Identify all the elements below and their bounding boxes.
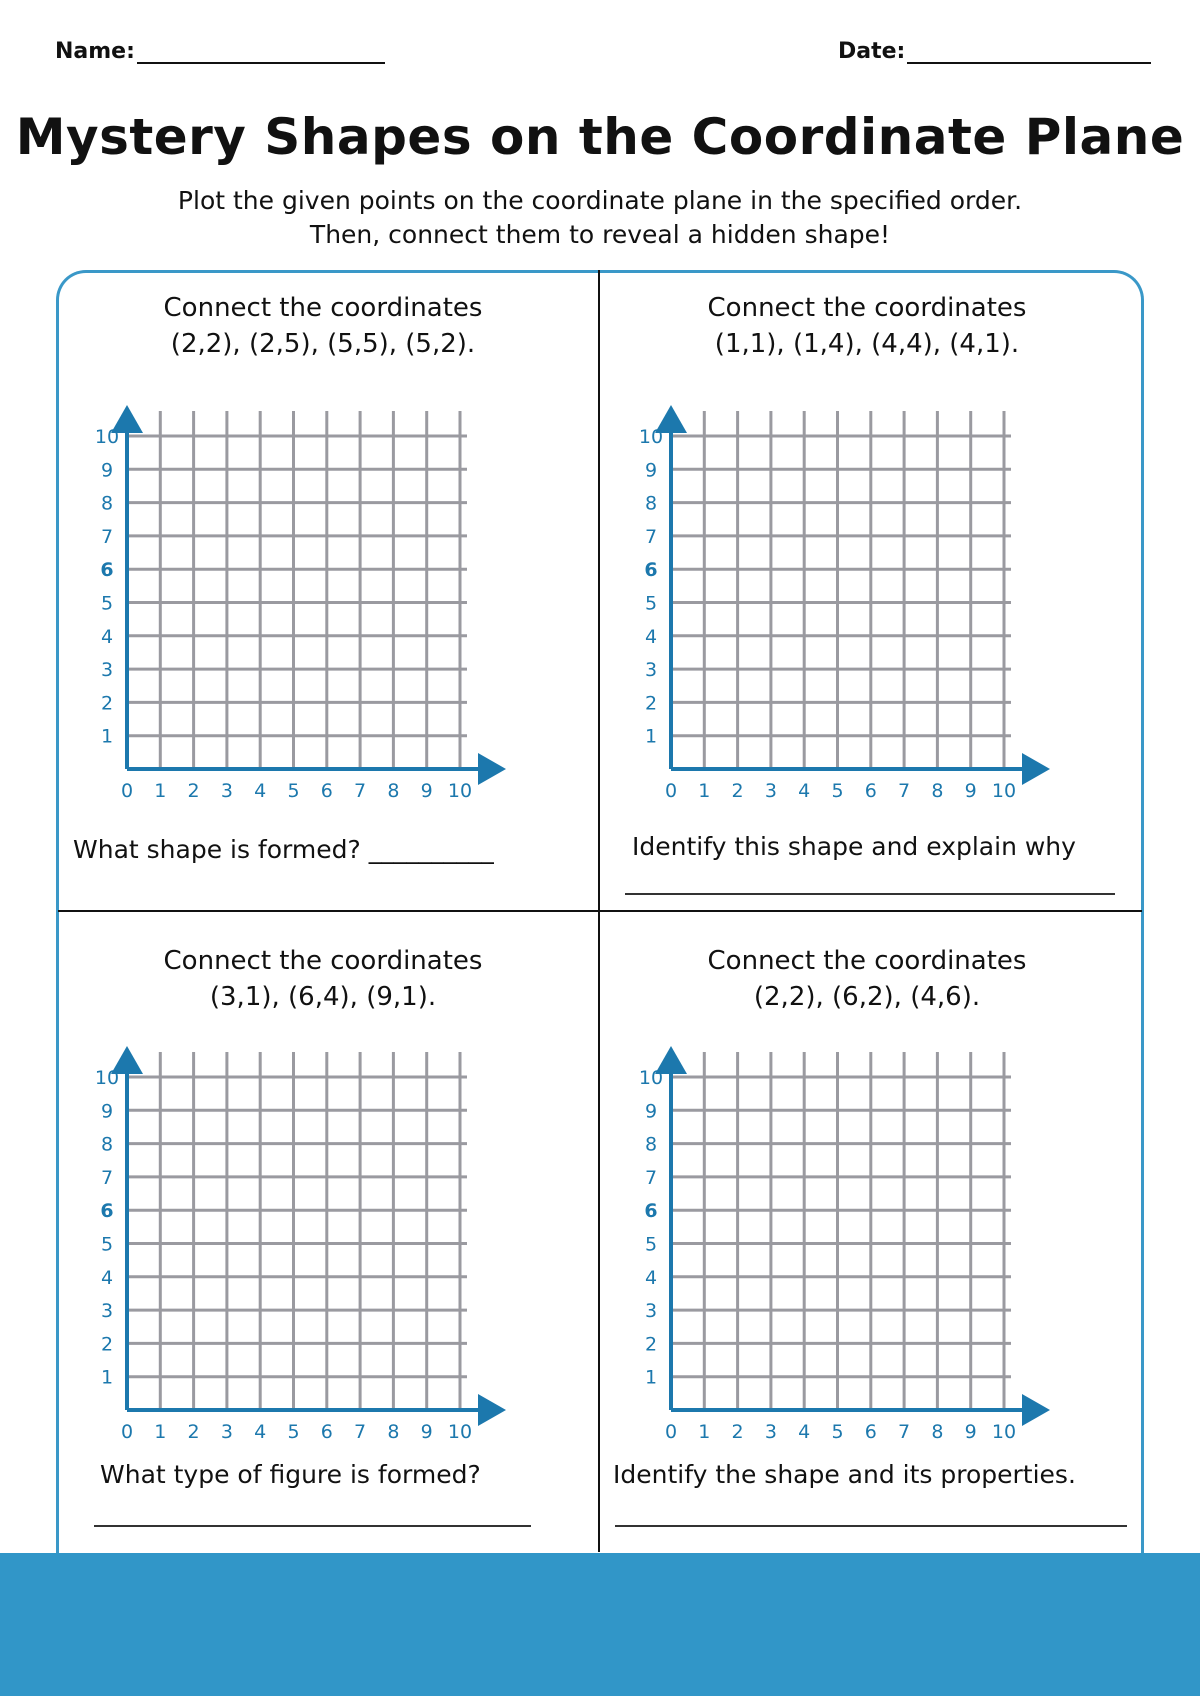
x-tick-label: 6 <box>320 1421 333 1443</box>
y-tick-label: 3 <box>644 1300 658 1323</box>
x-tick-label: 5 <box>831 1421 844 1443</box>
y-tick-label: 9 <box>644 459 658 482</box>
x-tick-label: 10 <box>991 780 1017 802</box>
y-tick-label: 8 <box>644 492 658 515</box>
x-tick-label: 10 <box>991 1421 1017 1443</box>
y-tick-label: 10 <box>94 1067 120 1089</box>
y-tick-label: 9 <box>100 459 114 482</box>
x-tick-label: 1 <box>154 780 167 802</box>
problem-2-question: Identify this shape and explain why <box>632 832 1076 861</box>
x-tick-label: 7 <box>354 1421 367 1443</box>
name-label: Name: <box>55 39 135 64</box>
problem-1-prompt-line-1: Connect the coordinates <box>163 293 483 323</box>
y-tick-label: 4 <box>644 625 658 648</box>
x-tick-label: 6 <box>864 1421 877 1443</box>
y-tick-label: 4 <box>644 1266 658 1289</box>
x-tick-label: 1 <box>154 1421 167 1443</box>
problem-4-prompt-line-1: Connect the coordinates <box>707 946 1027 976</box>
y-tick-label: 7 <box>644 1166 658 1189</box>
x-tick-label: 9 <box>420 1421 433 1443</box>
problem-3-question: What type of figure is formed? <box>100 1460 481 1489</box>
x-tick-label: 9 <box>420 780 433 802</box>
y-tick-label: 3 <box>100 1300 114 1323</box>
y-tick-label: 2 <box>644 692 658 715</box>
y-tick-label: 5 <box>100 592 114 615</box>
y-tick-label: 7 <box>100 525 114 548</box>
x-tick-label: 2 <box>731 1421 744 1443</box>
problem-3-coordinates: (3,1), (6,4), (9,1). <box>209 982 437 1012</box>
y-tick-label: 2 <box>644 1333 658 1356</box>
x-tick-label: 2 <box>187 780 200 802</box>
y-tick-label: 1 <box>100 725 114 748</box>
y-tick-label: 8 <box>644 1133 658 1156</box>
x-tick-label: 7 <box>354 780 367 802</box>
y-tick-label: 9 <box>644 1100 658 1123</box>
y-tick-label: 6 <box>100 559 114 582</box>
x-tick-label: 6 <box>320 780 333 802</box>
x-tick-label: 0 <box>120 780 134 802</box>
y-tick-label: 6 <box>644 1200 658 1223</box>
x-tick-label: 1 <box>698 1421 711 1443</box>
x-tick-label: 7 <box>898 1421 911 1443</box>
instruction-line-2: Then, connect them to reveal a hidden shape! <box>309 220 891 249</box>
problem-4-coordinates: (2,2), (6,2), (4,6). <box>753 982 981 1012</box>
x-tick-label: 6 <box>864 780 877 802</box>
x-tick-label: 5 <box>287 780 300 802</box>
y-tick-label: 3 <box>644 659 658 682</box>
date-label: Date: <box>838 39 906 64</box>
y-tick-label: 5 <box>100 1233 114 1256</box>
x-tick-label: 9 <box>964 780 977 802</box>
x-tick-label: 0 <box>664 1421 678 1443</box>
y-tick-label: 5 <box>644 1233 658 1256</box>
y-tick-label: 6 <box>100 1200 114 1223</box>
x-tick-label: 7 <box>898 780 911 802</box>
y-tick-label: 10 <box>94 426 120 448</box>
x-tick-label: 10 <box>447 780 473 802</box>
x-axis-arrow-icon <box>1022 1394 1050 1426</box>
x-tick-label: 3 <box>220 780 233 802</box>
y-tick-label: 3 <box>100 659 114 682</box>
y-tick-label: 8 <box>100 492 114 515</box>
problem-2-coordinates: (1,1), (1,4), (4,4), (4,1). <box>714 329 1020 359</box>
problem-3-prompt-line-1: Connect the coordinates <box>163 946 483 976</box>
y-tick-label: 5 <box>644 592 658 615</box>
y-tick-label: 9 <box>100 1100 114 1123</box>
x-tick-label: 5 <box>831 780 844 802</box>
y-tick-label: 4 <box>100 625 114 648</box>
y-tick-label: 1 <box>644 725 658 748</box>
y-tick-label: 1 <box>100 1366 114 1389</box>
y-tick-label: 1 <box>644 1366 658 1389</box>
problem-4-answer-line[interactable] <box>615 1525 1127 1527</box>
x-tick-label: 8 <box>931 780 944 802</box>
x-tick-label: 8 <box>387 1421 400 1443</box>
y-tick-label: 2 <box>100 692 114 715</box>
footer-band <box>0 1553 1200 1696</box>
y-tick-label: 7 <box>644 525 658 548</box>
y-tick-label: 10 <box>638 1067 664 1089</box>
problem-1-coordinates: (2,2), (2,5), (5,5), (5,2). <box>170 329 476 359</box>
y-tick-label: 4 <box>100 1266 114 1289</box>
y-tick-label: 7 <box>100 1166 114 1189</box>
y-tick-label: 10 <box>638 426 664 448</box>
x-tick-label: 1 <box>698 780 711 802</box>
x-tick-label: 9 <box>964 1421 977 1443</box>
problem-1-question: What shape is formed? __________ <box>73 835 494 864</box>
x-tick-label: 0 <box>120 1421 134 1443</box>
page-title: Mystery Shapes on the Coordinate Plane <box>15 108 1185 166</box>
x-tick-label: 4 <box>254 1421 267 1443</box>
x-tick-label: 2 <box>731 780 744 802</box>
problem-2-prompt-line-1: Connect the coordinates <box>707 293 1027 323</box>
y-tick-label: 6 <box>644 559 658 582</box>
x-tick-label: 3 <box>220 1421 233 1443</box>
x-tick-label: 4 <box>798 780 811 802</box>
x-tick-label: 4 <box>798 1421 811 1443</box>
problem-4-question: Identify the shape and its properties. <box>613 1460 1076 1489</box>
y-tick-label: 8 <box>100 1133 114 1156</box>
x-tick-label: 8 <box>387 780 400 802</box>
instruction-line-1: Plot the given points on the coordinate plane in the specified order. <box>177 186 1023 215</box>
x-tick-label: 5 <box>287 1421 300 1443</box>
x-tick-label: 10 <box>447 1421 473 1443</box>
x-tick-label: 8 <box>931 1421 944 1443</box>
y-tick-label: 2 <box>100 1333 114 1356</box>
x-tick-label: 3 <box>764 1421 777 1443</box>
x-tick-label: 4 <box>254 780 267 802</box>
x-tick-label: 3 <box>764 780 777 802</box>
x-tick-label: 0 <box>664 780 678 802</box>
x-tick-label: 2 <box>187 1421 200 1443</box>
